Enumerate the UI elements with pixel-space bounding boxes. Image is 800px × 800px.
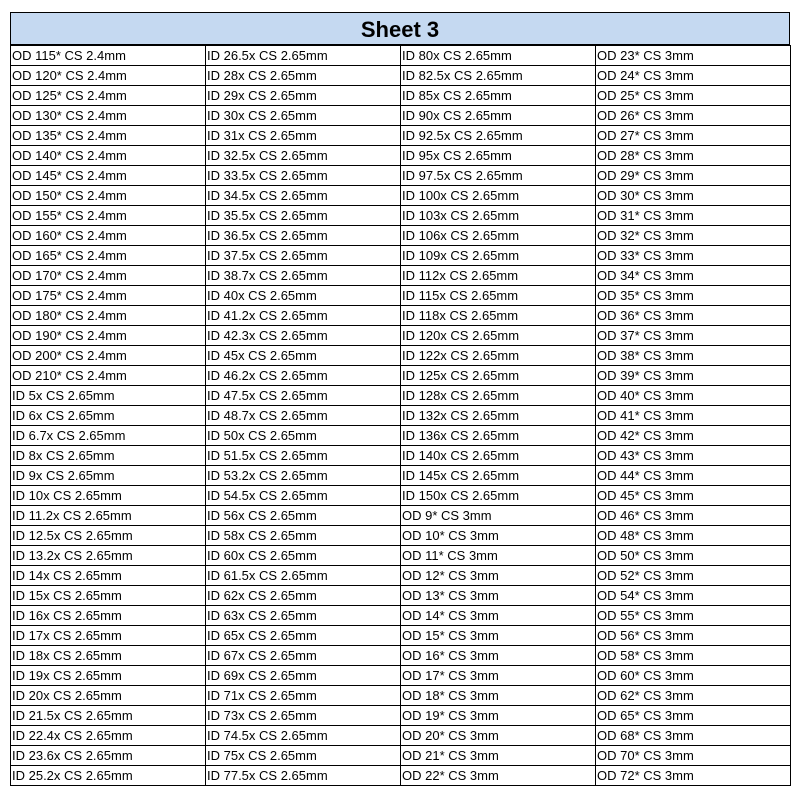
table-cell: OD 140* CS 2.4mm [11, 146, 206, 166]
table-cell: ID 118x CS 2.65mm [401, 306, 596, 326]
table-row [11, 146, 791, 166]
table-cell: OD 14* CS 3mm [401, 606, 596, 626]
table-cell: ID 97.5x CS 2.65mm [401, 166, 596, 186]
table-cell: ID 23.6x CS 2.65mm [11, 746, 206, 766]
table-cell: OD 20* CS 3mm [401, 726, 596, 746]
table-row [11, 506, 791, 526]
table-row [11, 646, 791, 666]
table-cell: ID 75x CS 2.65mm [206, 746, 401, 766]
table-cell: ID 60x CS 2.65mm [206, 546, 401, 566]
table-cell: OD 43* CS 3mm [596, 446, 791, 466]
table-cell: OD 29* CS 3mm [596, 166, 791, 186]
table-cell: OD 33* CS 3mm [596, 246, 791, 266]
table-cell: OD 23* CS 3mm [596, 46, 791, 66]
table-row [11, 526, 791, 546]
table-cell: OD 36* CS 3mm [596, 306, 791, 326]
table-row [11, 326, 791, 346]
table-cell: ID 21.5x CS 2.65mm [11, 706, 206, 726]
table-row [11, 46, 791, 66]
table-row [11, 766, 791, 786]
table-cell: OD 48* CS 3mm [596, 526, 791, 546]
table-cell: ID 140x CS 2.65mm [401, 446, 596, 466]
table-row [11, 546, 791, 566]
table-cell: ID 33.5x CS 2.65mm [206, 166, 401, 186]
table-cell: OD 9* CS 3mm [401, 506, 596, 526]
table-cell: OD 44* CS 3mm [596, 466, 791, 486]
table-cell: ID 36.5x CS 2.65mm [206, 226, 401, 246]
table-cell: ID 103x CS 2.65mm [401, 206, 596, 226]
table-row [11, 306, 791, 326]
table-cell: ID 45x CS 2.65mm [206, 346, 401, 366]
table-cell: OD 50* CS 3mm [596, 546, 791, 566]
table-cell: OD 27* CS 3mm [596, 126, 791, 146]
table-row [11, 446, 791, 466]
table-cell: OD 17* CS 3mm [401, 666, 596, 686]
table-cell: OD 19* CS 3mm [401, 706, 596, 726]
table-cell: OD 56* CS 3mm [596, 626, 791, 646]
table-cell: OD 34* CS 3mm [596, 266, 791, 286]
table-cell: ID 106x CS 2.65mm [401, 226, 596, 246]
table-cell: OD 37* CS 3mm [596, 326, 791, 346]
table-cell: ID 20x CS 2.65mm [11, 686, 206, 706]
table-cell: ID 12.5x CS 2.65mm [11, 526, 206, 546]
table-cell: ID 120x CS 2.65mm [401, 326, 596, 346]
table-cell: OD 32* CS 3mm [596, 226, 791, 246]
table-cell: OD 10* CS 3mm [401, 526, 596, 546]
table-cell: OD 155* CS 2.4mm [11, 206, 206, 226]
table-cell: OD 145* CS 2.4mm [11, 166, 206, 186]
table-cell: OD 22* CS 3mm [401, 766, 596, 786]
table-row [11, 386, 791, 406]
table-row [11, 366, 791, 386]
table-cell: OD 150* CS 2.4mm [11, 186, 206, 206]
table-cell: ID 53.2x CS 2.65mm [206, 466, 401, 486]
table-cell: OD 21* CS 3mm [401, 746, 596, 766]
table-cell: ID 73x CS 2.65mm [206, 706, 401, 726]
table-cell: ID 145x CS 2.65mm [401, 466, 596, 486]
table-cell: ID 25.2x CS 2.65mm [11, 766, 206, 786]
table-cell: ID 6.7x CS 2.65mm [11, 426, 206, 446]
table-cell: OD 60* CS 3mm [596, 666, 791, 686]
table-cell: OD 45* CS 3mm [596, 486, 791, 506]
table-cell: ID 15x CS 2.65mm [11, 586, 206, 606]
table-cell: ID 82.5x CS 2.65mm [401, 66, 596, 86]
table-cell: ID 100x CS 2.65mm [401, 186, 596, 206]
table-cell: ID 13.2x CS 2.65mm [11, 546, 206, 566]
table-cell: ID 42.3x CS 2.65mm [206, 326, 401, 346]
table-cell: ID 32.5x CS 2.65mm [206, 146, 401, 166]
table-cell: OD 170* CS 2.4mm [11, 266, 206, 286]
table-cell: OD 175* CS 2.4mm [11, 286, 206, 306]
table-cell: ID 109x CS 2.65mm [401, 246, 596, 266]
sheet-title: Sheet 3 [10, 12, 790, 45]
table-row [11, 666, 791, 686]
table-cell: ID 11.2x CS 2.65mm [11, 506, 206, 526]
table-cell: ID 80x CS 2.65mm [401, 46, 596, 66]
table-cell: ID 95x CS 2.65mm [401, 146, 596, 166]
table-row [11, 266, 791, 286]
table-cell: ID 122x CS 2.65mm [401, 346, 596, 366]
table-row [11, 66, 791, 86]
table-cell: ID 56x CS 2.65mm [206, 506, 401, 526]
table-cell: OD 26* CS 3mm [596, 106, 791, 126]
table-cell: ID 71x CS 2.65mm [206, 686, 401, 706]
table-cell: ID 34.5x CS 2.65mm [206, 186, 401, 206]
table-cell: OD 180* CS 2.4mm [11, 306, 206, 326]
table-cell: OD 62* CS 3mm [596, 686, 791, 706]
size-table-body [11, 46, 791, 786]
table-row [11, 746, 791, 766]
table-cell: OD 130* CS 2.4mm [11, 106, 206, 126]
table-cell: OD 65* CS 3mm [596, 706, 791, 726]
table-cell: ID 5x CS 2.65mm [11, 386, 206, 406]
table-cell: OD 58* CS 3mm [596, 646, 791, 666]
table-cell: ID 14x CS 2.65mm [11, 566, 206, 586]
table-row [11, 106, 791, 126]
table-row [11, 206, 791, 226]
table-row [11, 466, 791, 486]
table-cell: ID 41.2x CS 2.65mm [206, 306, 401, 326]
table-row [11, 626, 791, 646]
table-cell: ID 54.5x CS 2.65mm [206, 486, 401, 506]
table-cell: ID 22.4x CS 2.65mm [11, 726, 206, 746]
table-cell: ID 16x CS 2.65mm [11, 606, 206, 626]
table-cell: ID 67x CS 2.65mm [206, 646, 401, 666]
table-cell: OD 120* CS 2.4mm [11, 66, 206, 86]
table-cell: ID 48.7x CS 2.65mm [206, 406, 401, 426]
table-cell: ID 74.5x CS 2.65mm [206, 726, 401, 746]
table-cell: OD 190* CS 2.4mm [11, 326, 206, 346]
table-cell: ID 35.5x CS 2.65mm [206, 206, 401, 226]
table-cell: OD 55* CS 3mm [596, 606, 791, 626]
table-row [11, 226, 791, 246]
table-cell: OD 72* CS 3mm [596, 766, 791, 786]
table-row [11, 586, 791, 606]
table-cell: OD 31* CS 3mm [596, 206, 791, 226]
table-cell: ID 30x CS 2.65mm [206, 106, 401, 126]
table-row [11, 566, 791, 586]
table-cell: OD 125* CS 2.4mm [11, 86, 206, 106]
table-row [11, 86, 791, 106]
table-cell: OD 160* CS 2.4mm [11, 226, 206, 246]
table-cell: OD 200* CS 2.4mm [11, 346, 206, 366]
table-cell: ID 10x CS 2.65mm [11, 486, 206, 506]
table-cell: ID 63x CS 2.65mm [206, 606, 401, 626]
table-cell: OD 12* CS 3mm [401, 566, 596, 586]
table-cell: ID 90x CS 2.65mm [401, 106, 596, 126]
table-cell: ID 62x CS 2.65mm [206, 586, 401, 606]
table-row [11, 126, 791, 146]
table-cell: ID 6x CS 2.65mm [11, 406, 206, 426]
table-cell: OD 35* CS 3mm [596, 286, 791, 306]
table-cell: OD 54* CS 3mm [596, 586, 791, 606]
table-row [11, 426, 791, 446]
table-cell: ID 112x CS 2.65mm [401, 266, 596, 286]
table-cell: ID 29x CS 2.65mm [206, 86, 401, 106]
table-cell: ID 28x CS 2.65mm [206, 66, 401, 86]
table-cell: OD 165* CS 2.4mm [11, 246, 206, 266]
table-cell: ID 125x CS 2.65mm [401, 366, 596, 386]
table-cell: ID 92.5x CS 2.65mm [401, 126, 596, 146]
table-cell: ID 65x CS 2.65mm [206, 626, 401, 646]
table-cell: ID 69x CS 2.65mm [206, 666, 401, 686]
table-cell: OD 40* CS 3mm [596, 386, 791, 406]
table-row [11, 706, 791, 726]
table-cell: OD 15* CS 3mm [401, 626, 596, 646]
table-cell: ID 8x CS 2.65mm [11, 446, 206, 466]
table-cell: ID 31x CS 2.65mm [206, 126, 401, 146]
table-cell: ID 61.5x CS 2.65mm [206, 566, 401, 586]
table-cell: OD 30* CS 3mm [596, 186, 791, 206]
table-cell: ID 132x CS 2.65mm [401, 406, 596, 426]
table-row [11, 166, 791, 186]
table-cell: OD 38* CS 3mm [596, 346, 791, 366]
table-cell: ID 38.7x CS 2.65mm [206, 266, 401, 286]
table-row [11, 186, 791, 206]
table-cell: ID 85x CS 2.65mm [401, 86, 596, 106]
table-row [11, 406, 791, 426]
table-cell: ID 77.5x CS 2.65mm [206, 766, 401, 786]
table-cell: OD 135* CS 2.4mm [11, 126, 206, 146]
table-cell: OD 13* CS 3mm [401, 586, 596, 606]
table-row [11, 246, 791, 266]
table-row [11, 286, 791, 306]
table-cell: ID 40x CS 2.65mm [206, 286, 401, 306]
table-row [11, 606, 791, 626]
table-cell: OD 46* CS 3mm [596, 506, 791, 526]
table-cell: ID 9x CS 2.65mm [11, 466, 206, 486]
table-cell: OD 70* CS 3mm [596, 746, 791, 766]
table-cell: OD 115* CS 2.4mm [11, 46, 206, 66]
sheet-table-container [10, 12, 790, 786]
table-cell: OD 52* CS 3mm [596, 566, 791, 586]
table-cell: OD 68* CS 3mm [596, 726, 791, 746]
table-cell: ID 46.2x CS 2.65mm [206, 366, 401, 386]
table-cell: OD 24* CS 3mm [596, 66, 791, 86]
table-cell: OD 42* CS 3mm [596, 426, 791, 446]
table-cell: ID 19x CS 2.65mm [11, 666, 206, 686]
table-cell: OD 18* CS 3mm [401, 686, 596, 706]
table-cell: OD 11* CS 3mm [401, 546, 596, 566]
table-cell: OD 25* CS 3mm [596, 86, 791, 106]
table-cell: ID 47.5x CS 2.65mm [206, 386, 401, 406]
table-cell: ID 37.5x CS 2.65mm [206, 246, 401, 266]
table-cell: ID 18x CS 2.65mm [11, 646, 206, 666]
table-cell: ID 26.5x CS 2.65mm [206, 46, 401, 66]
table-row [11, 486, 791, 506]
table-cell: ID 58x CS 2.65mm [206, 526, 401, 546]
size-table [10, 45, 791, 786]
table-cell: ID 128x CS 2.65mm [401, 386, 596, 406]
table-row [11, 726, 791, 746]
table-cell: ID 17x CS 2.65mm [11, 626, 206, 646]
table-cell: ID 150x CS 2.65mm [401, 486, 596, 506]
table-cell: OD 39* CS 3mm [596, 366, 791, 386]
table-cell: ID 50x CS 2.65mm [206, 426, 401, 446]
table-cell: OD 28* CS 3mm [596, 146, 791, 166]
table-cell: OD 16* CS 3mm [401, 646, 596, 666]
table-cell: OD 210* CS 2.4mm [11, 366, 206, 386]
table-cell: ID 115x CS 2.65mm [401, 286, 596, 306]
table-row [11, 686, 791, 706]
table-cell: OD 41* CS 3mm [596, 406, 791, 426]
table-cell: ID 51.5x CS 2.65mm [206, 446, 401, 466]
table-row [11, 346, 791, 366]
table-cell: ID 136x CS 2.65mm [401, 426, 596, 446]
